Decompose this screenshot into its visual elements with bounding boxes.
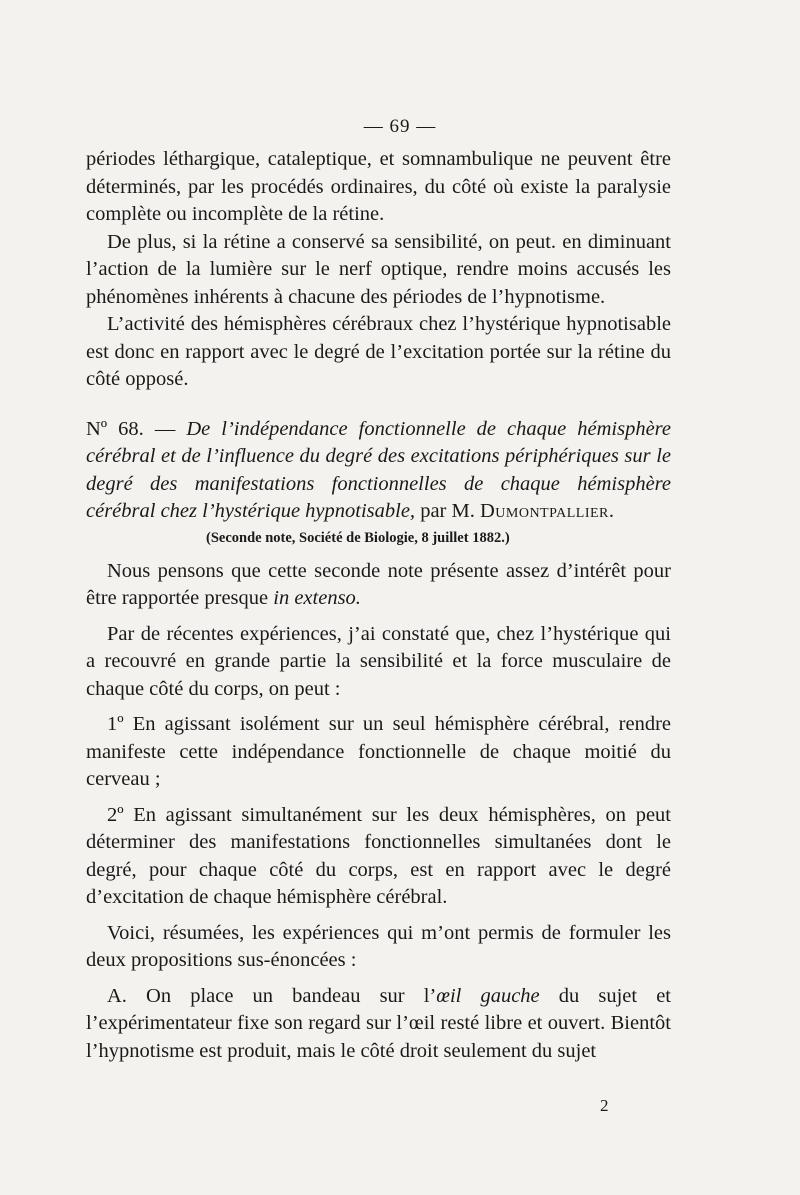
- paragraph: [86, 558, 671, 613]
- latin-phrase: in extenso.: [273, 587, 361, 609]
- list-item: 1º En agissant isolément sur un seul hémisphère cérébral, rendre manifeste cette indépendance fonctionnelle de chaque moitié du cerveau ;: [86, 713, 671, 790]
- note-title: De l’indépendance fonctionnelle de chaque hémisphère cérébral et de l’influence du degré des excitations périphériques sur le degré des manifestations fonctionnelles de chaque hémisphère cérébral chez l’hystérique hypnotisable,: [86, 417, 671, 522]
- signature-mark: 2: [600, 1096, 609, 1115]
- paragraph-text: du sujet et l’expérimentateur fixe son regard sur l’œil resté libre et ouvert. Bientôt l’hypnotisme est produit, mais le côté droit seulement du sujet: [86, 984, 671, 1062]
- note-by: par M.: [420, 500, 475, 522]
- note-source: (Seconde note, Société de Biologie, 8 juillet 1882.): [206, 529, 510, 546]
- paragraph: Par de récentes expériences, j’ai constaté que, chez l’hystérique qui a recouvré en grande partie la sensibilité et la force musculaire de chaque côté du corps, on peut :: [86, 622, 671, 700]
- page-text: [86, 146, 671, 1065]
- paragraph-text: A. On place un bandeau sur l’: [107, 984, 437, 1007]
- paragraph: De plus, si la rétine a conservé sa sensibilité, on peut. en diminuant l’action de la lumière sur le nerf optique, rendre moins accusés les phénomènes inhérents à chacune des périodes de l’hypnotisme.: [86, 230, 671, 308]
- note-number: Nº 68. —: [86, 417, 176, 440]
- note-heading: [86, 416, 671, 526]
- paragraph: périodes léthargique, cataleptique, et somnambulique ne peuvent être déterminés, par les procédés ordinaires, du côté où existe la paralysie complète ou incomplète de la rétine.: [86, 148, 671, 225]
- list-item: 2º En agissant simultanément sur les deux hémisphères, on peut déterminer des manifestations fonctionnelles simultanées dont le degré, pour chaque côté du corps, est en rapport avec le degré d’excitation de chaque hémisphère cérébral.: [86, 803, 671, 908]
- page-number: — 69 —: [363, 116, 437, 137]
- paragraph-text: Nous pensons que cette seconde note présente assez d’intérêt pour être rapportée presque: [86, 559, 671, 609]
- paragraph: [86, 983, 671, 1066]
- paragraph: Voici, résumées, les expériences qui m’ont permis de formuler les deux propositions sus-énoncées :: [86, 921, 671, 971]
- emphasis: œil gauche: [436, 984, 540, 1007]
- note-author: Dumontpallier.: [479, 500, 615, 522]
- paragraph: L’activité des hémisphères cérébraux chez l’hystérique hypnotisable est donc en rapport avec le degré de l’excitation portée sur la rétine du côté opposé.: [86, 313, 671, 390]
